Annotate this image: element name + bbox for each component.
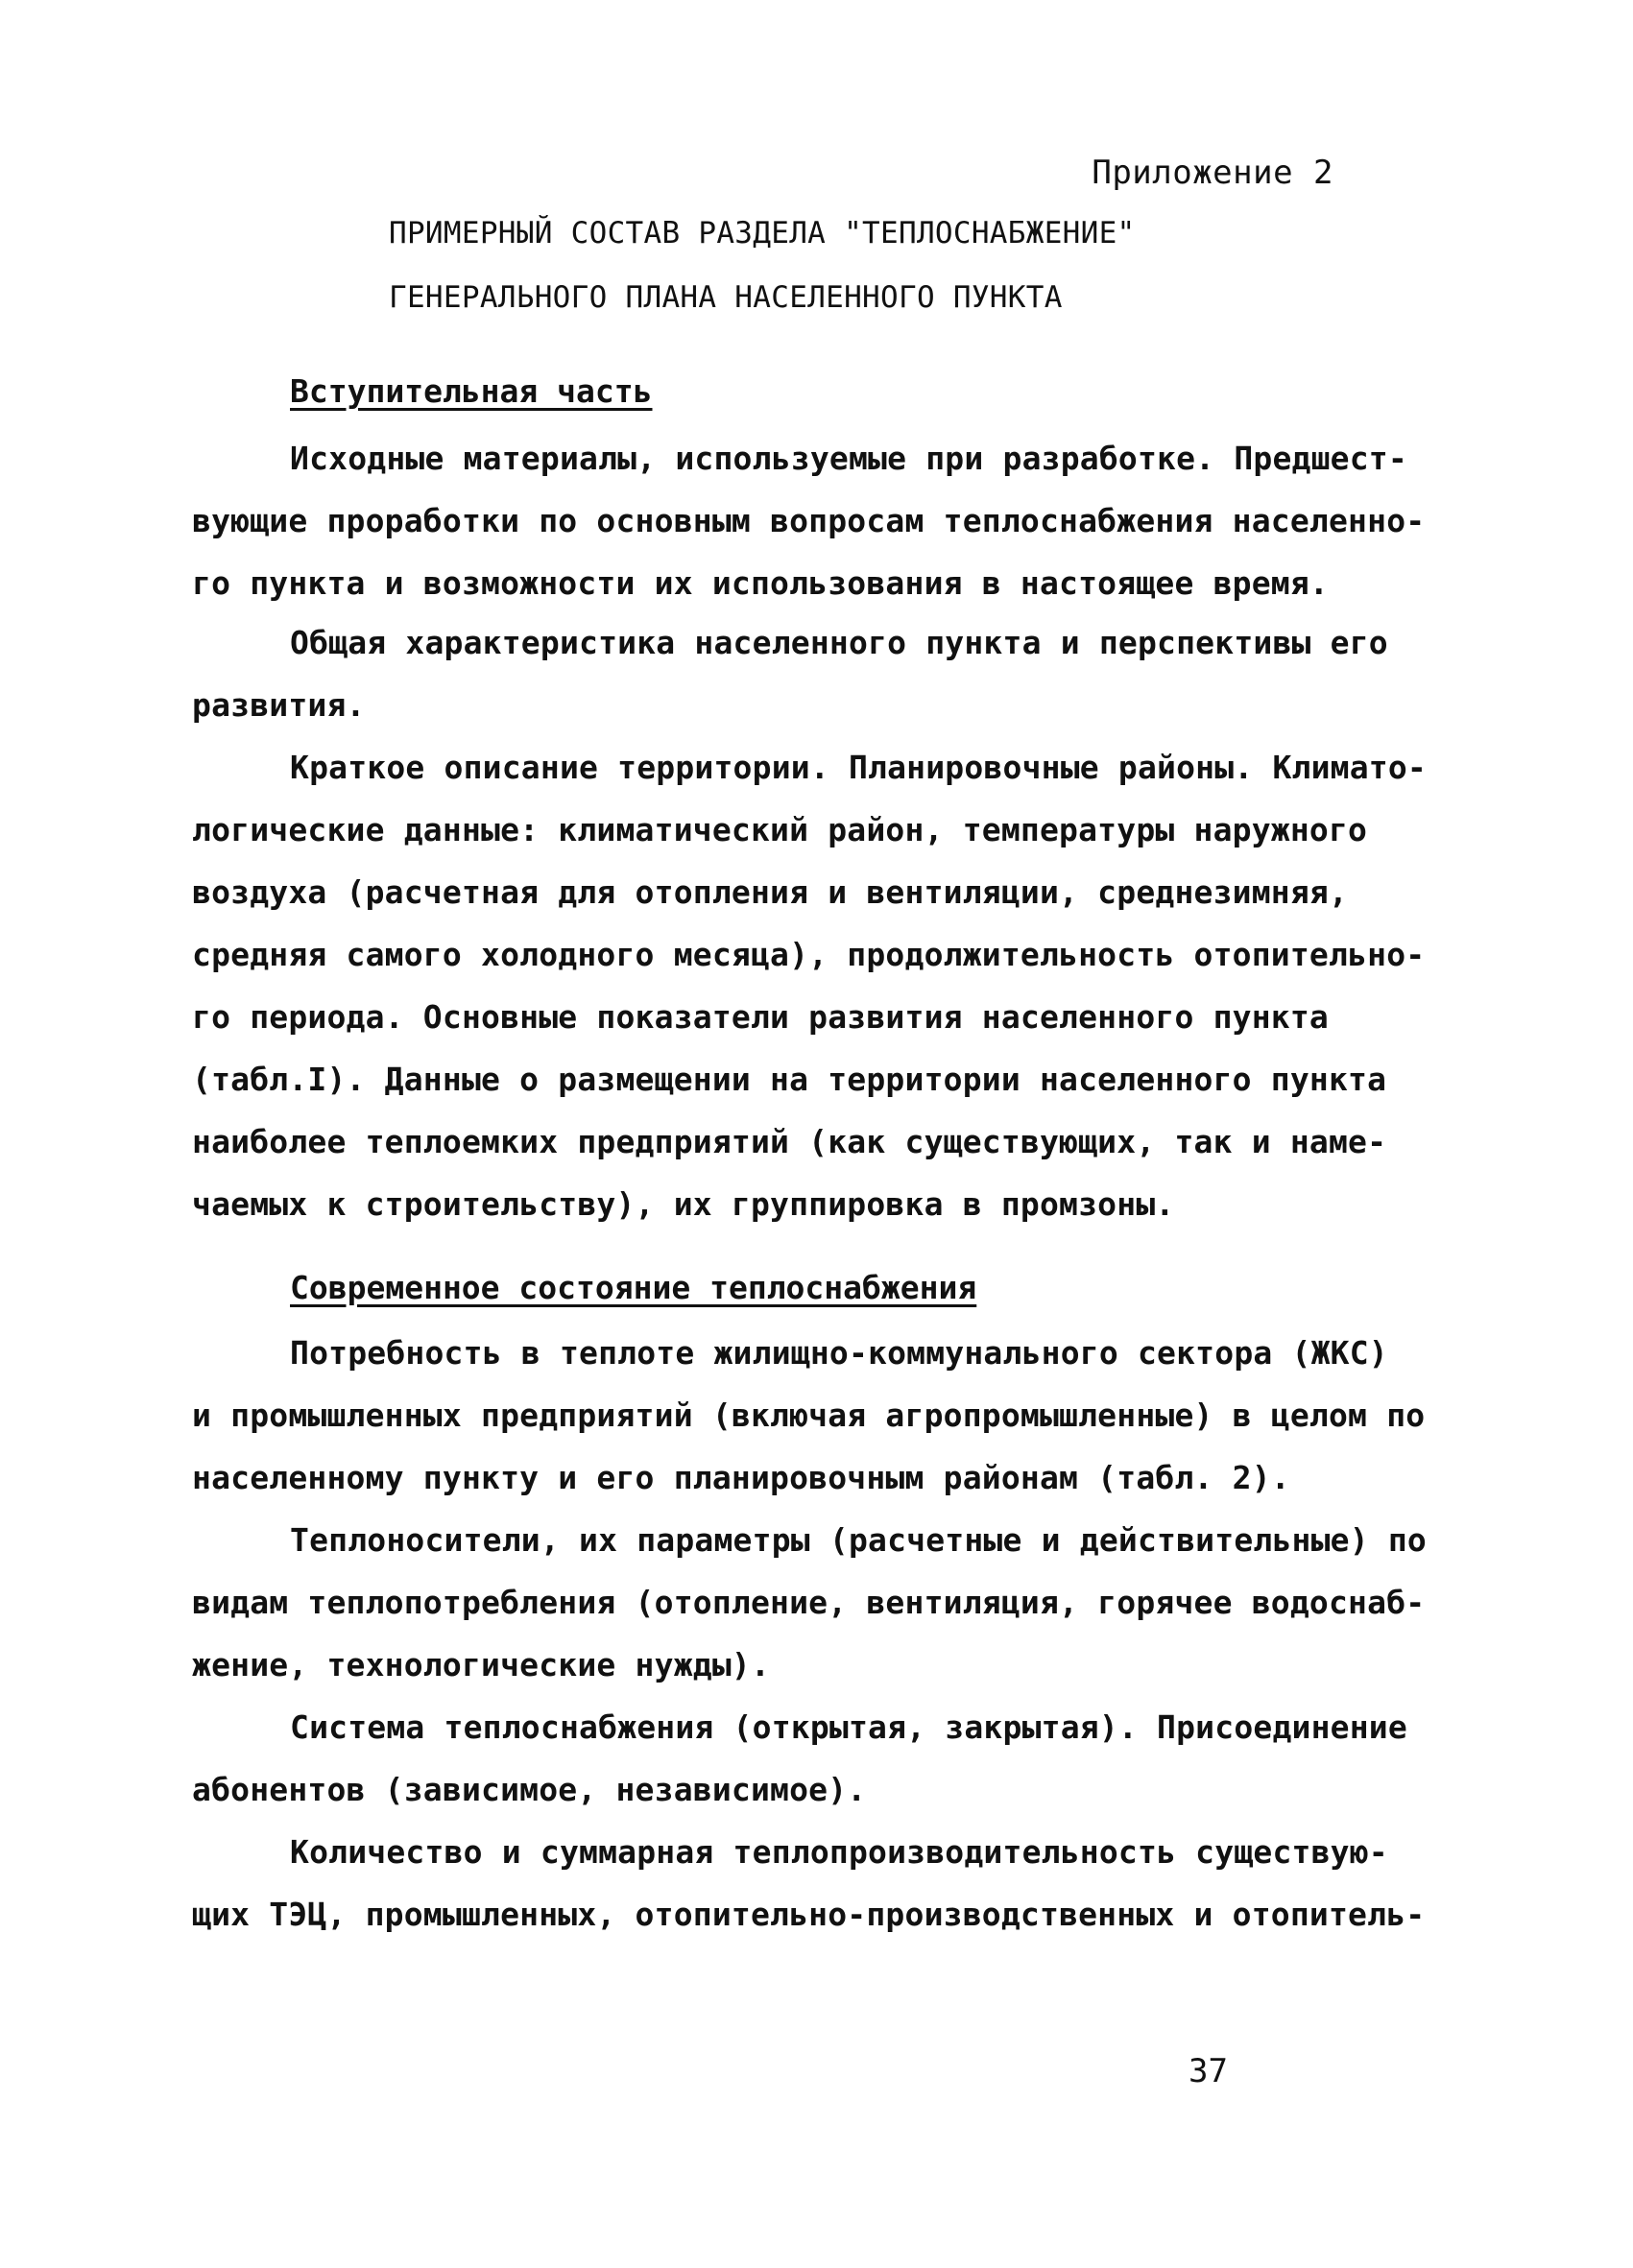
text-line: наиболее теплоемких предприятий (как существующих, так и наме- (192, 1123, 1387, 1160)
text-line: Потребность в теплоте жилищно-коммунального сектора (ЖКС) (290, 1334, 1388, 1372)
text-line: Общая характеристика населенного пункта и перспективы его (290, 624, 1388, 661)
text-line: средняя самого холодного месяца), продолжительность отопительно- (192, 936, 1426, 973)
text-line: жение, технологические нужды). (192, 1646, 771, 1683)
page-number: 37 (1189, 2052, 1228, 2090)
section-heading-introduction: Вступительная часть (290, 372, 653, 410)
text-line: чаемых к строительству), их группировка в промзоны. (192, 1185, 1175, 1223)
text-line: Количество и суммарная теплопроизводительность существую- (290, 1833, 1388, 1871)
section-heading-current-state: Современное состояние теплоснабжения (290, 1269, 977, 1306)
text-line: логические данные: климатический район, температуры наружного (192, 811, 1368, 848)
text-line: го периода. Основные показатели развития населенного пункта (192, 998, 1329, 1036)
text-line: Краткое описание территории. Планировочные районы. Климато- (290, 749, 1427, 786)
text-line: видам теплопотребления (отопление, вентиляция, горячее водоснаб- (192, 1584, 1426, 1621)
text-line: и промышленных предприятий (включая агропромышленные) в целом по (192, 1397, 1426, 1434)
text-line: развития. (192, 686, 366, 724)
text-line: щих ТЭЦ, промышленных, отопительно-производственных и отопитель- (192, 1896, 1426, 1933)
text-line: абонентов (зависимое, независимое). (192, 1771, 867, 1808)
text-line: Система теплоснабжения (открытая, закрытая). Присоединение (290, 1708, 1407, 1746)
document-title-line-1: ПРИМЕРНЫЙ СОСТАВ РАЗДЕЛА "ТЕПЛОСНАБЖЕНИЕ" (389, 216, 1136, 251)
text-line: населенному пункту и его планировочным районам (табл. 2). (192, 1459, 1290, 1496)
appendix-label: Приложение 2 (1092, 154, 1333, 192)
text-line: Исходные материалы, используемые при разработке. Предшест- (290, 440, 1407, 477)
text-line: воздуха (расчетная для отопления и вентиляции, среднезимняя, (192, 873, 1349, 911)
text-line: (табл.I). Данные о размещении на территории населенного пункта (192, 1061, 1387, 1098)
text-line: вующие проработки по основным вопросам теплоснабжения населенно- (192, 502, 1426, 539)
text-line: Теплоносители, их параметры (расчетные и действительные) по (290, 1521, 1427, 1559)
document-title-line-2: ГЕНЕРАЛЬНОГО ПЛАНА НАСЕЛЕННОГО ПУНКТА (389, 280, 1063, 315)
text-line: го пункта и возможности их использования в настоящее время. (192, 564, 1329, 602)
